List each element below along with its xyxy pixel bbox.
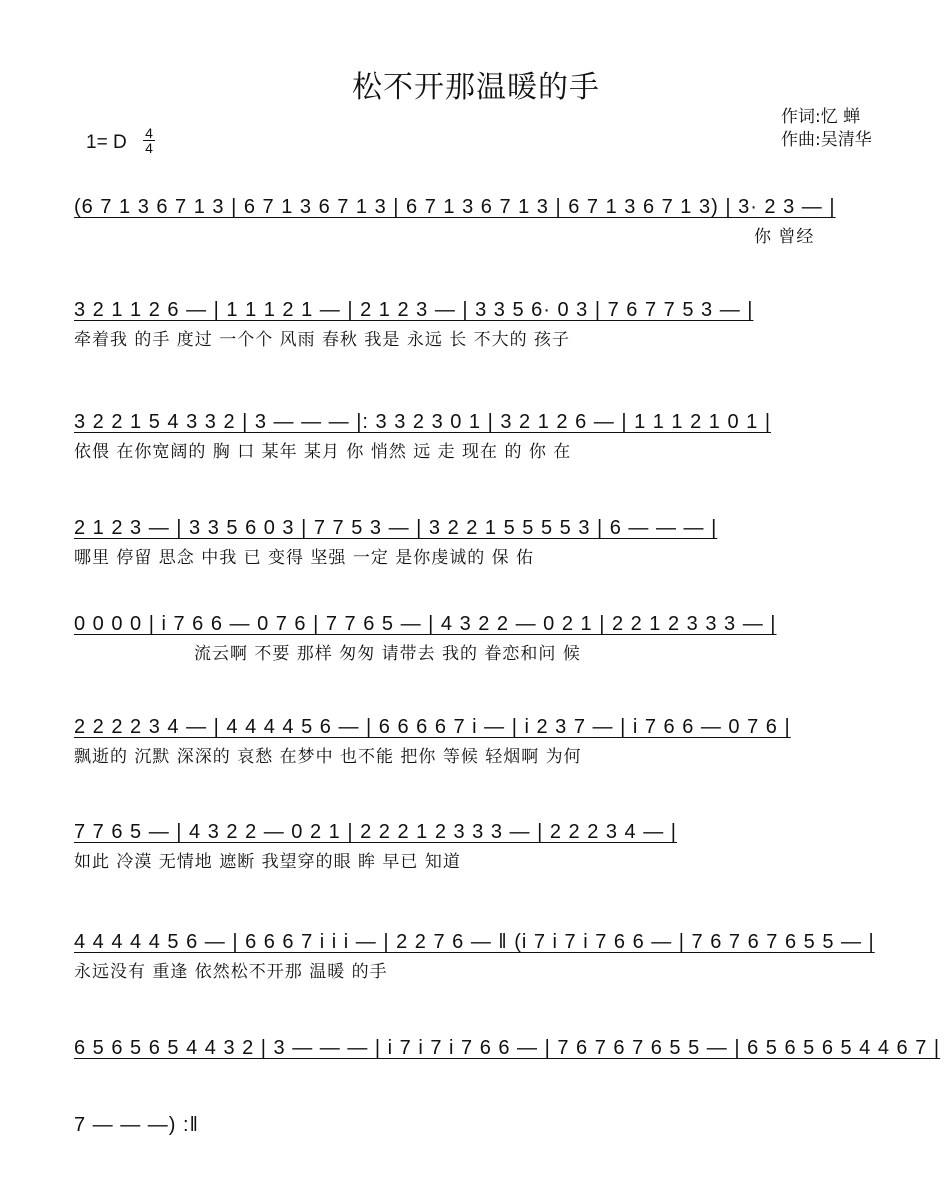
- lyric-line: 你 曾经: [754, 227, 815, 247]
- notation-line: 7 — — —) :‖: [74, 1114, 199, 1136]
- notation-line: 4 4 4 4 4 5 6 — | 6 6 6 7 i i i — | 2 2 7 6 — ‖ (i 7 i 7 i 7 6 6 — | 7 6 7 6 7 6 5 5 — |: [74, 931, 875, 953]
- song-title: 松不开那温暖的手: [352, 70, 600, 105]
- lyric-line: 依偎 在你宽阔的 胸 口 某年 某月 你 悄然 远 走 现在 的 你 在: [74, 442, 572, 462]
- lyric-line: 飘逝的 沉默 深深的 哀愁 在梦中 也不能 把你 等候 轻烟啊 为何: [74, 747, 582, 767]
- credits: [781, 106, 872, 152]
- score-system-10: [74, 1110, 894, 1140]
- notation-line: (6 7 1 3 6 7 1 3 | 6 7 1 3 6 7 1 3 | 6 7 1 3 6 7 1 3 | 6 7 1 3 6 7 1 3) | 3· 2 3 — |: [74, 196, 836, 218]
- lyric-line: 如此 冷漠 无情地 遮断 我望穿的眼 眸 早已 知道: [74, 852, 461, 872]
- lyric-line: 流云啊 不要 那样 匆匆 请带去 我的 眷恋和问 候: [194, 644, 581, 664]
- key-signature: 1= D: [86, 132, 127, 153]
- time-signature-bottom: 4: [143, 140, 155, 155]
- lyric-line: 永远没有 重逢 依然松不开那 温暖 的手: [74, 962, 388, 982]
- score-system-4: [74, 513, 894, 571]
- notation-line: 3 2 1 1 2 6 — | 1 1 1 2 1 — | 2 1 2 3 — | 3 3 5 6· 0 3 | 7 6 7 7 5 3 — |: [74, 299, 754, 321]
- notation-line: 2 2 2 2 3 4 — | 4 4 4 4 5 6 — | 6 6 6 6 7 i — | i 2 3 7 — | i 7 6 6 — 0 7 6 |: [74, 716, 791, 738]
- notation-line: 6 5 6 5 6 5 4 4 3 2 | 3 — — — | i 7 i 7 i 7 6 6 — | 7 6 7 6 7 6 5 5 — | 6 5 6 5 6 5 4 4 6 7 |: [74, 1037, 941, 1059]
- lyricist-credit: 作词:忆 蝉: [781, 107, 861, 127]
- score-system-8: [74, 927, 894, 985]
- score-system-1: [74, 192, 894, 250]
- notation-line: 7 7 6 5 — | 4 3 2 2 — 0 2 1 | 2 2 2 1 2 3 3 3 — | 2 2 2 3 4 — |: [74, 821, 677, 843]
- score-system-3: [74, 407, 894, 465]
- lyric-line: 牵着我 的手 度过 一个个 风雨 春秋 我是 永远 长 不大的 孩子: [74, 330, 571, 350]
- score-system-6: [74, 712, 894, 770]
- composer-credit: 作曲:吴清华: [781, 130, 872, 150]
- notation-line: 2 1 2 3 — | 3 3 5 6 0 3 | 7 7 5 3 — | 3 2 2 1 5 5 5 5 3 | 6 — — — |: [74, 517, 718, 539]
- notation-line: 0 0 0 0 | i 7 6 6 — 0 7 6 | 7 7 6 5 — | 4 3 2 2 — 0 2 1 | 2 2 1 2 3 3 3 — |: [74, 613, 777, 635]
- time-signature: [143, 126, 155, 155]
- score-system-7: [74, 817, 894, 875]
- notation-line: 3 2 2 1 5 4 3 3 2 | 3 — — — |: 3 3 2 3 0 1 | 3 2 1 2 6 — | 1 1 1 2 1 0 1 |: [74, 411, 772, 433]
- score-system-2: [74, 295, 894, 353]
- score-system-5: [74, 609, 894, 667]
- score-system-9: [74, 1033, 941, 1063]
- time-signature-top: 4: [145, 125, 153, 141]
- lyric-line: 哪里 停留 思念 中我 已 变得 坚强 一定 是你虔诚的 保 佑: [74, 548, 535, 568]
